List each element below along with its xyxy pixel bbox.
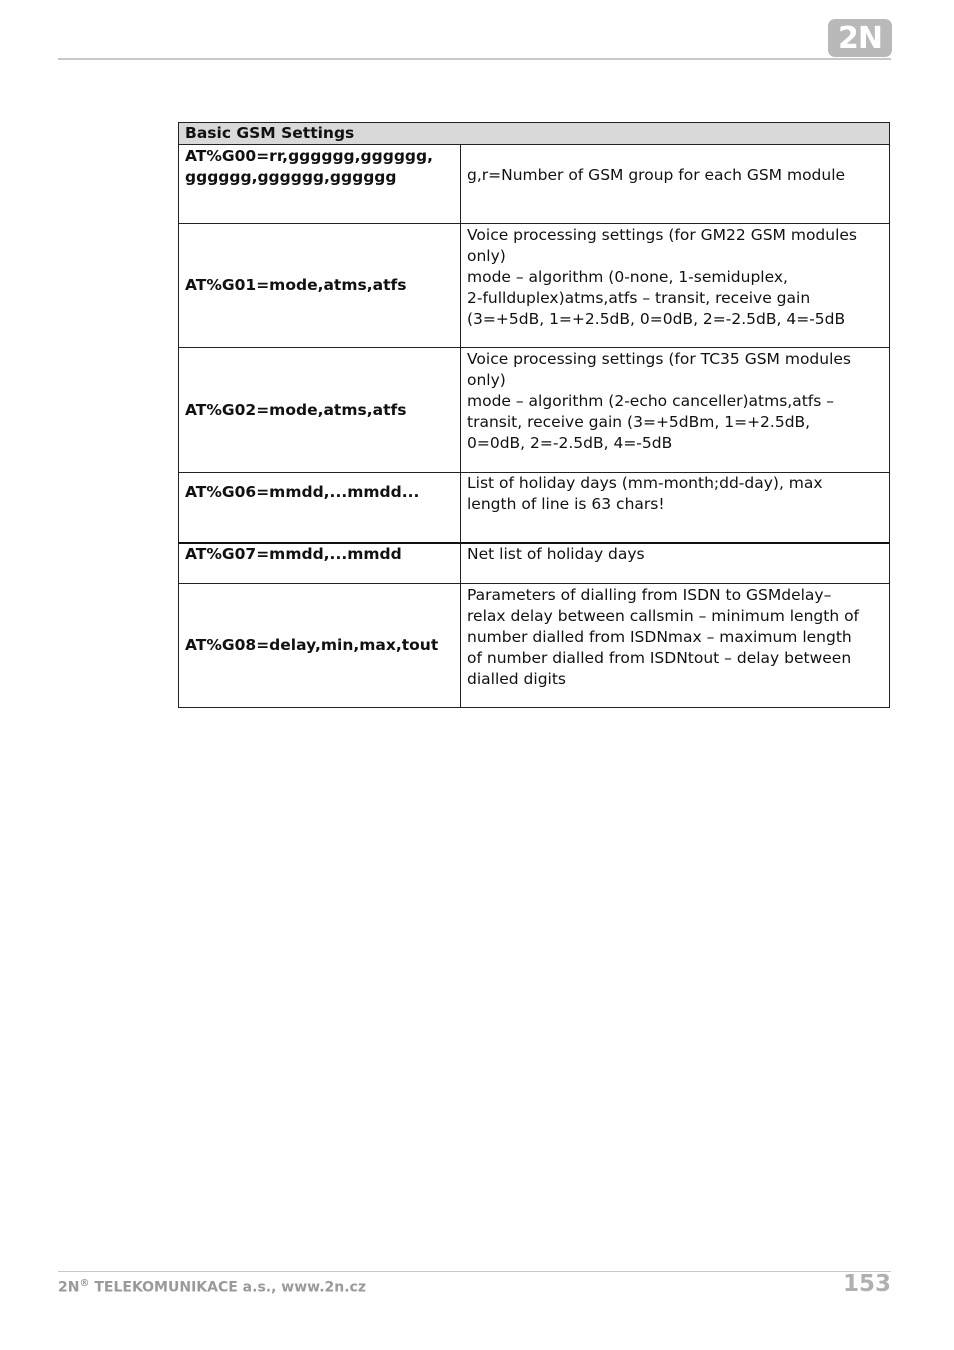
description-cell <box>461 584 890 708</box>
logo-text: 2N <box>838 20 882 56</box>
description-text: Net list of holiday days <box>467 545 645 563</box>
command-text: AT%G06=mmdd,...mmdd... <box>185 483 420 501</box>
description-cell <box>461 473 890 544</box>
command-cell <box>179 584 461 708</box>
command-cell <box>179 473 461 544</box>
table-caption: Basic GSM Settings <box>179 123 890 145</box>
command-text: AT%G02=mode,atms,atfs <box>185 400 407 419</box>
command-cell <box>179 145 461 224</box>
company-suffix: TELEKOMUNIKACE a.s., www.2n.cz <box>89 1279 366 1296</box>
command-text: AT%G00=rr,gggggg,gggggg, gggggg,gggggg,gggggg <box>185 147 433 186</box>
registered-mark: ® <box>79 1278 90 1289</box>
command-cell <box>179 348 461 473</box>
description-text: Voice processing settings (for TC35 GSM modules only) mode – algorithm (2-echo canceller)atms,atfs – transit, receive gain (3=+5dBm, 1=+2.5dB, 0=0dB, 2=-2.5dB, 4=-5dB <box>467 350 852 452</box>
header-divider <box>58 58 891 60</box>
table-row <box>179 224 890 348</box>
command-text: AT%G01=mode,atms,atfs <box>185 276 407 294</box>
footer-divider <box>58 1271 891 1272</box>
page-number: 153 <box>842 1271 891 1297</box>
table-row <box>179 348 890 473</box>
command-text: AT%G08=delay,min,max,tout <box>185 636 439 654</box>
description-text: List of holiday days (mm-month;dd-day), max length of line is 63 chars! <box>467 474 823 513</box>
description-cell <box>461 348 890 473</box>
table-row <box>179 145 890 224</box>
description-text: g,r=Number of GSM group for each GSM module <box>467 165 846 184</box>
brand-logo <box>828 19 892 57</box>
table-row <box>179 543 890 584</box>
description-cell <box>461 224 890 348</box>
description-text: Voice processing settings (for GM22 GSM modules only) mode – algorithm (0-none, 1-semiduplex, 2-fullduplex)atms,atfs – transit, receive gain (3=+5dB, 1=+2.5dB, 0=0dB, 2=-2.5dB, 4=-5dB <box>467 226 858 328</box>
table-row <box>179 584 890 708</box>
command-cell <box>179 224 461 348</box>
gsm-settings-table <box>178 122 890 708</box>
table-row <box>179 473 890 544</box>
description-cell <box>461 543 890 584</box>
description-cell <box>461 145 890 224</box>
company-prefix: 2N <box>58 1279 80 1296</box>
command-text: AT%G07=mmdd,...mmdd <box>185 545 402 563</box>
command-cell <box>179 543 461 584</box>
description-text: Parameters of dialling from ISDN to GSMdelay– relax delay between callsmin – minimum length of number dialled from ISDNmax – maximum length of number dialled from ISDNtout – delay between dialled digits <box>467 586 860 688</box>
footer-company <box>58 1278 366 1296</box>
